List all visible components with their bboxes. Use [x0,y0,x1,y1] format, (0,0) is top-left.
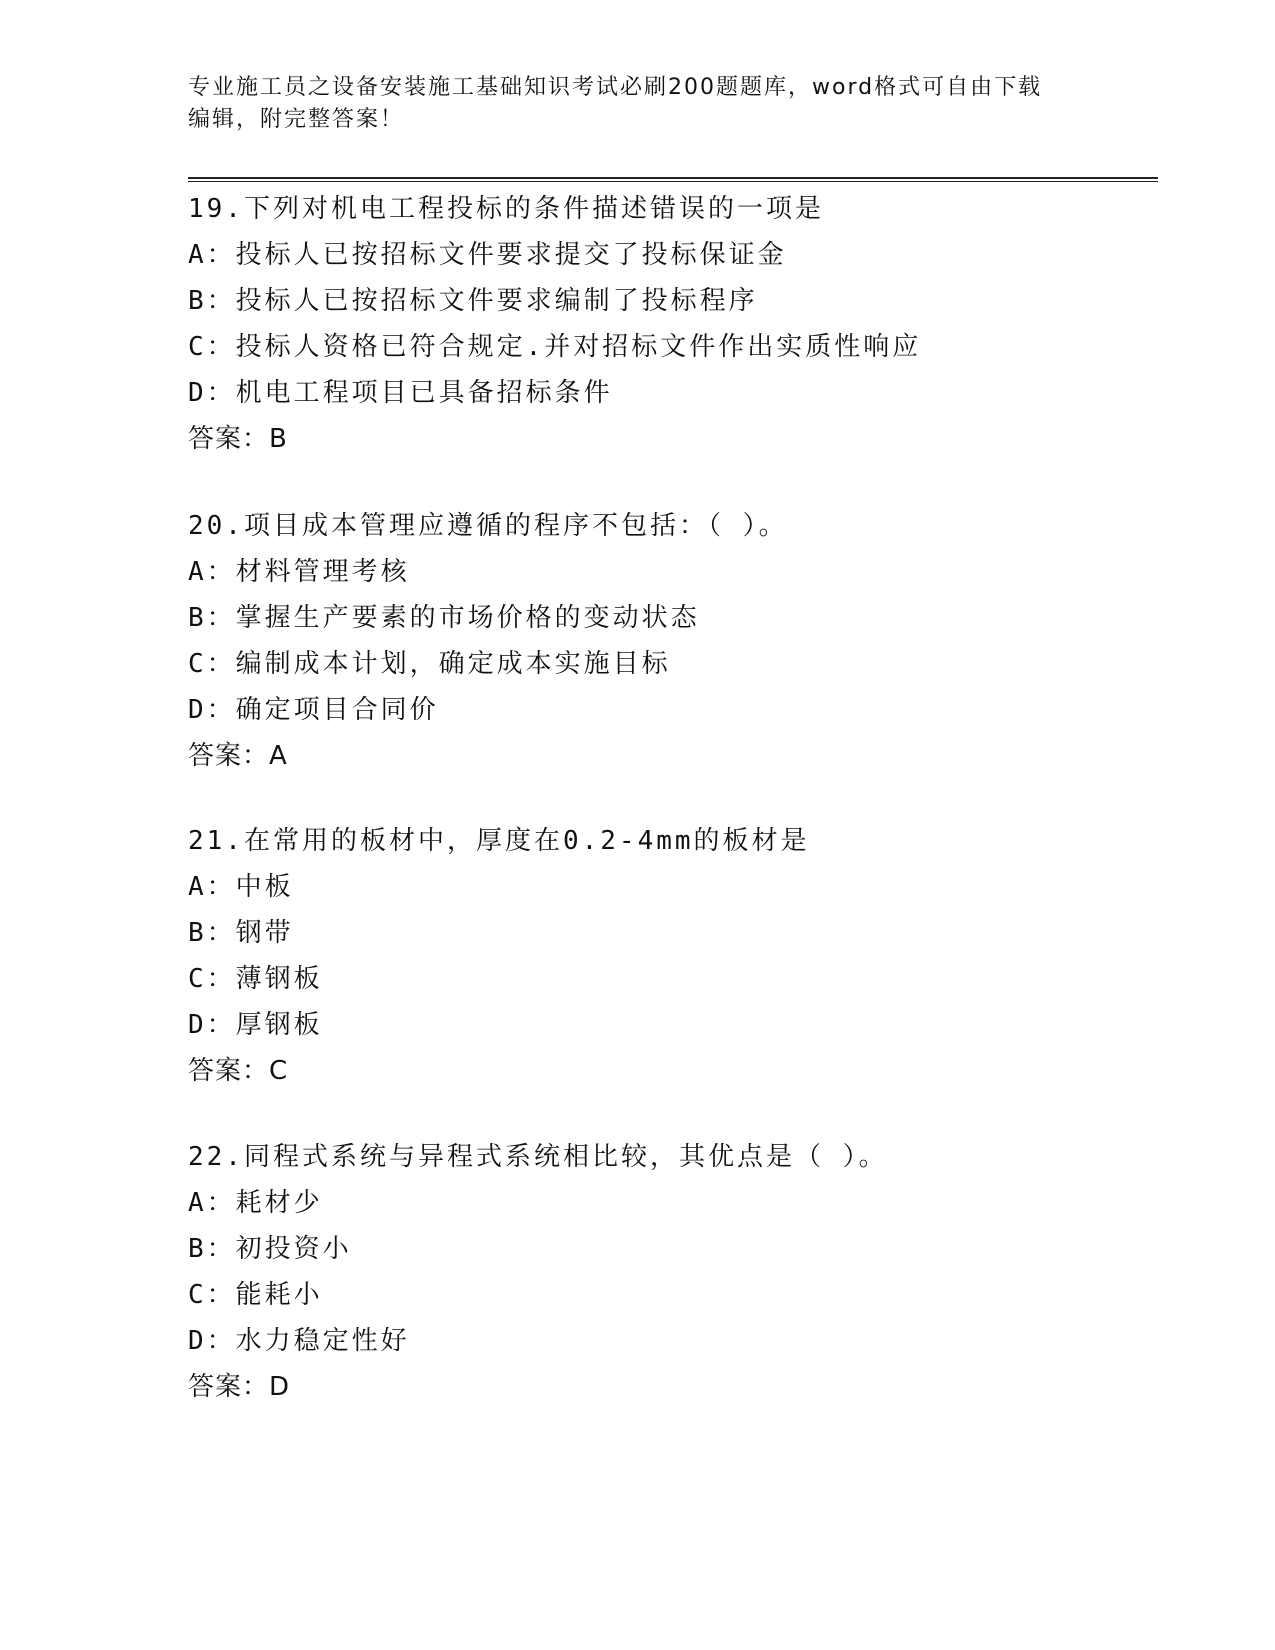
option-b: B：钢带 [188,918,294,948]
question-21 [188,818,1138,1094]
question-stem: 21.在常用的板材中，厚度在0.2-4mm的板材是 [188,826,810,856]
option-d: D：水力稳定性好 [188,1326,410,1356]
option-d: D：机电工程项目已具备招标条件 [188,378,613,408]
option-d: D：厚钢板 [188,1010,323,1040]
option-b: B：掌握生产要素的市场价格的变动状态 [188,603,700,633]
document-header [188,72,1088,136]
option-a: A：中板 [188,872,294,902]
option-c: C：能耗小 [188,1280,323,1310]
option-b: B：投标人已按招标文件要求编制了投标程序 [188,286,758,316]
question-19 [188,186,1138,462]
question-stem: 22.同程式系统与异程式系统相比较，其优点是（ ）。 [188,1142,888,1172]
question-20 [188,503,1138,779]
question-stem: 20.项目成本管理应遵循的程序不包括：（ ）。 [188,511,788,541]
question-22 [188,1134,1138,1410]
answer: 答案：C [188,1056,289,1086]
header-divider-thin [188,181,1158,182]
option-a: A：材料管理考核 [188,557,410,587]
header-divider-thick [188,177,1158,179]
option-a: A：投标人已按招标文件要求提交了投标保证金 [188,240,787,270]
header-line-1: 专业施工员之设备安装施工基础知识考试必刷200题题库，word格式可自由下载 [188,75,1043,100]
option-a: A：耗材少 [188,1188,323,1218]
option-b: B：初投资小 [188,1234,352,1264]
answer: 答案：D [188,1372,291,1402]
option-d: D：确定项目合同价 [188,695,439,725]
option-c: C：编制成本计划，确定成本实施目标 [188,649,671,679]
header-line-2: 编辑，附完整答案！ [188,107,405,132]
option-c: C：投标人资格已符合规定.并对招标文件作出实质性响应 [188,332,922,362]
answer: 答案：B [188,424,288,454]
answer: 答案：A [188,741,288,771]
option-c: C：薄钢板 [188,964,323,994]
question-stem: 19.下列对机电工程投标的条件描述错误的一项是 [188,194,824,224]
